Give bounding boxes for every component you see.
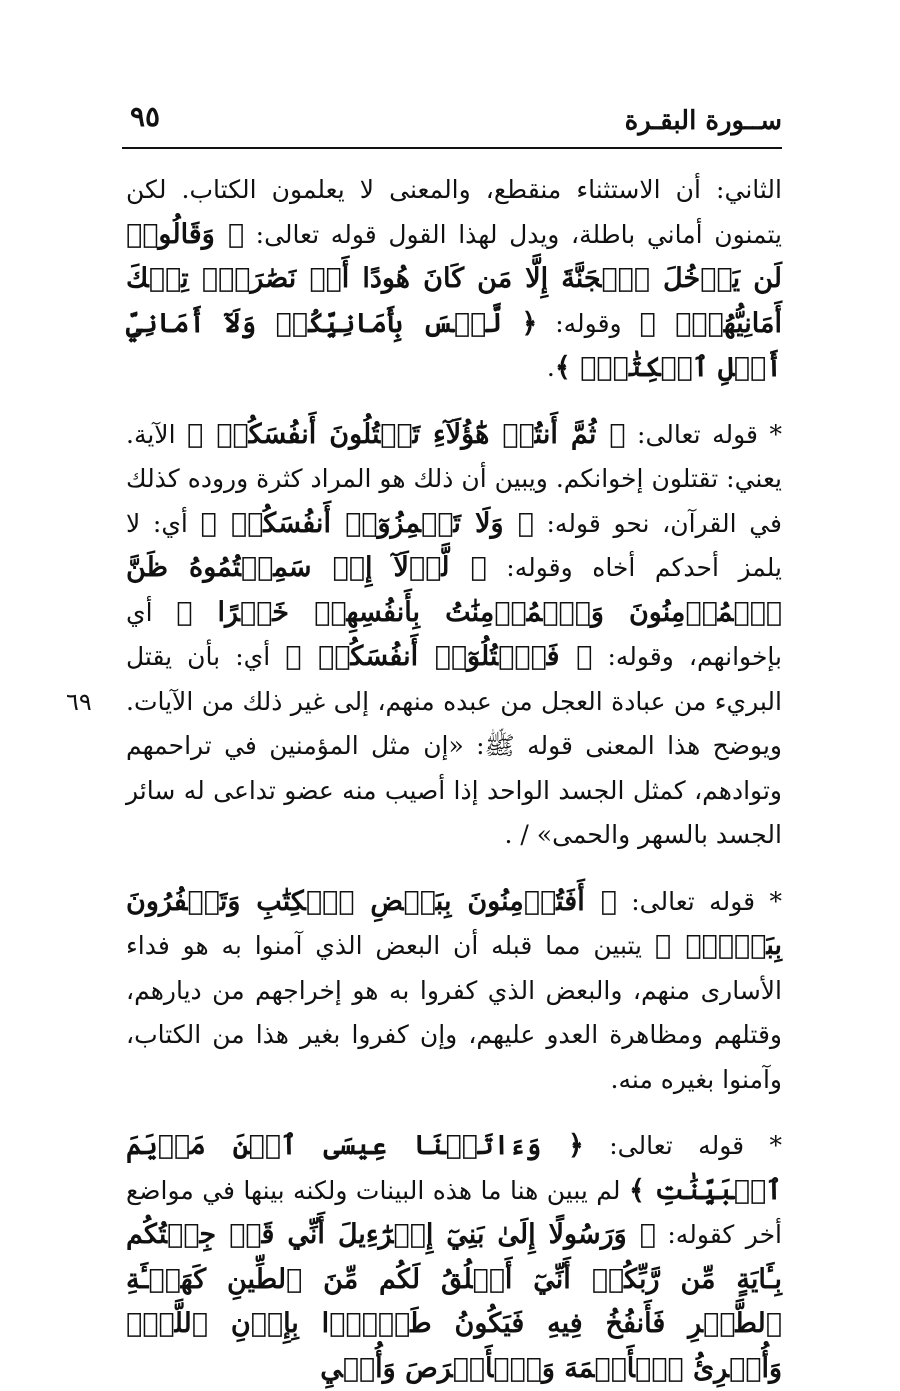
text-run: . (546, 353, 555, 382)
text-run: لم يبين هنا ما هذه البينات ولكنه بينها في مواضع أخر كقوله: (126, 1175, 782, 1249)
star-marker: * (755, 886, 782, 916)
text-run: أي: بأن يقتل البريء من عبادة العجل من عبده منهم، إلى غير ذلك من الآيات. ويوضح هذا المعنى قوله ﷺ: «إن مثل المؤمنين في تراحمهم وتوادهم، كمثل الجسد الواحد إذا أصيب منه عضو تداعى له سائر الجسد بالسهر والحمى» / . (126, 642, 782, 849)
quran-verse: ﴿ وَءَاتَيۡنَا عِيسَى ٱبۡنَ مَرۡيَمَ ٱلۡبَيِّنَٰتِ ﴾ (126, 1130, 782, 1206)
star-marker: * (757, 419, 782, 449)
page-body (126, 168, 782, 1391)
quran-verse: ﴿ فَٱقۡتُلُوٓا۟ أَنفُسَكُمۡ ﴾ (285, 641, 593, 672)
text-run: قوله تعالى: (583, 1131, 745, 1160)
paragraph-kill-yourselves (126, 413, 782, 858)
text-run: الثاني: أن الاستثناء منقطع، والمعنى لا يعلمون الكتاب. لكن يتمنون أماني باطلة، ويدل لهذا القول قوله تعالى: (126, 175, 782, 249)
quran-verse: ﴿ أَفَتُؤۡمِنُونَ بِبَعۡضِ ٱلۡكِتَٰبِ وَتَكۡفُرُونَ بِبَعۡضٍۚ ﴾ (126, 885, 782, 961)
surah-title: ســورة البقـرة (624, 106, 782, 136)
paragraph-gap (126, 858, 782, 880)
quran-verse: ﴿ وَقَالُوا۟ لَن يَدۡخُلَ ٱلۡجَنَّةَ إِلَّا مَن كَانَ هُودًا أَوۡ نَصَٰرَىٰۗ تِلۡكَ أَمَانِيُّهُمۡۗ ﴾ (126, 218, 783, 339)
text-run: قوله تعالى: (616, 886, 756, 916)
quran-verse: ﴿ وَلَا تَلۡمِزُوٓا۟ أَنفُسَكُمۡ ﴾ (200, 507, 534, 539)
paragraph-exception-note (126, 168, 782, 391)
quran-verse: ﴿ وَرَسُولًا إِلَىٰ بَنِيٓ إِسۡرَٰٓءِيلَ أَنِّي قَدۡ جِئۡتُكُم بِـَٔايَةٍ مِّن رَّبِّكُمۡ أَنِّيٓ أَخۡلُقُ لَكُم مِّنَ ٱلطِّينِ كَهَيۡـَٔةِ ٱلطَّيۡرِ فَأَنفُخُ فِيهِ فَيَكُونُ طَيۡرَۢا بِإِذۡنِ ٱللَّهِۖ وَأُبۡرِئُ ٱلۡأَكۡمَهَ وَٱلۡأَبۡرَصَ وَأُحۡيِ (126, 1219, 782, 1384)
text-run: قوله تعالى: (625, 419, 758, 449)
text-run: وقوله: (537, 308, 640, 338)
page-number: ٩٥ (130, 100, 161, 133)
quran-verse: ﴿ لَّيۡسَ بِأَمَانِيِّكُمۡ وَلَآ أَمَانِيِّ أَهۡلِ ٱلۡكِتَٰبِۗ ﴾ (126, 307, 782, 383)
paragraph-gap (126, 391, 782, 413)
margin-page-reference: ٦٩ (66, 688, 92, 716)
text-run: أي: لا يلمز أحدكم أخاه وقوله: (126, 508, 782, 582)
header-rule (122, 147, 782, 149)
text-run: يتبين مما قبله أن البعض الذي آمنوا به هو فداء الأسارى منهم، والبعض الذي كفروا به هو إخراجهم من ديارهم، وقتلهم ومظاهرة العدو عليهم، وإن كفروا بغير هذا من الكتاب، وآمنوا بغيره منه. (126, 931, 782, 1094)
quran-verse: ﴿ ثُمَّ أَنتُمۡ هَٰٓؤُلَآءِ تَقۡتُلُونَ أَنفُسَكُمۡ ﴾ (187, 418, 626, 450)
paragraph-clear-proofs (126, 1124, 782, 1391)
paragraph-gap (126, 1102, 782, 1124)
page-header (122, 100, 782, 142)
text-run: الآية. يعني: تقتلون إخوانكم. ويبين أن ذلك هو المراد كثرة وروده كذلك في القرآن، نحو قوله: (126, 419, 783, 538)
star-marker: * (744, 1131, 782, 1160)
quran-verse: ﴿ لَّوۡلَآ إِذۡ سَمِعۡتُمُوهُ ظَنَّ ٱلۡمُؤۡمِنُونَ وَٱلۡمُؤۡمِنَٰتُ بِأَنفُسِهِمۡ خَيۡرًا ﴾ (126, 552, 782, 628)
paragraph-believe-in-part (126, 880, 782, 1103)
text-run: أي بإخوانهم، وقوله: (126, 597, 782, 671)
